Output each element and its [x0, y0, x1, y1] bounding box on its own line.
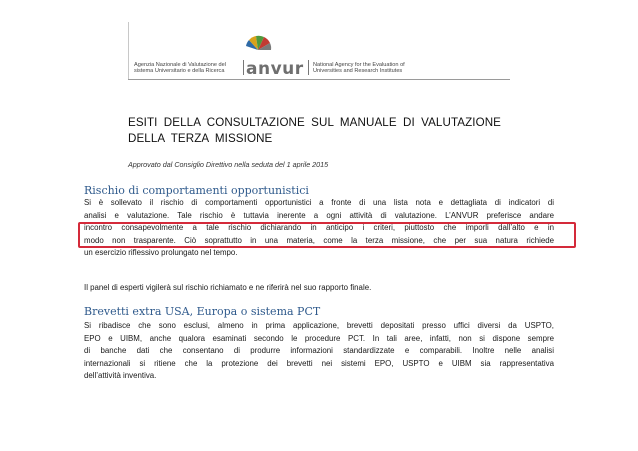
- anvur-header: [128, 22, 510, 88]
- body-line: internazionali si ritiene che la protezione dei brevetti nei sistemi EPO, USPTO e UIBM sia rappresentativa: [84, 358, 554, 368]
- section-heading-patents: Brevetti extra USA, Europa o sistema PCT: [84, 305, 321, 318]
- body-line: Si è sollevato il rischio di comportamenti opportunistici a fronte di una lista nota e dettagliata di indicatori di: [84, 198, 554, 207]
- logo-wordmark: anvur: [246, 59, 304, 79]
- agency-name-english: [313, 62, 443, 75]
- agency-en-line-2: Universities and Research Institutes: [313, 68, 403, 75]
- body-line: EPO e UIBM, anche qualora esaminati secondo le procedure PCT. In tali aree, infatti, non si dispone sempre: [84, 333, 554, 343]
- document-title: [128, 115, 548, 147]
- title-line-2: DELLA TERZA MISSIONE: [128, 132, 273, 145]
- header-divider-left: [243, 60, 244, 75]
- agency-name-italian: [134, 62, 246, 75]
- body-line: analisi e valutazione. Tale rischio è tuttavia inerente a ogni attività di valutazione. L’ANVUR preferisce andare: [84, 210, 554, 220]
- body-line: incontro consapevolmente a tale rischio dichiarando in anticipo i criteri, piuttosto che imporli dall’alto e in: [84, 223, 554, 233]
- body-line: modo non trasparente. Ciò soprattutto in una materia, come la terza missione, che per sua natura richiede: [84, 235, 554, 245]
- body-line: di banche dati che consentano di produrre informazioni standardizzate e comparabili. Inoltre nelle analisi: [84, 346, 554, 356]
- body-line: dell’attività inventiva.: [84, 371, 157, 381]
- highlight-annotation-box: [78, 222, 576, 248]
- agency-it-line-2: sistema Universitario e della Ricerca: [134, 68, 225, 75]
- approval-note: Approvato dal Consiglio Direttivo nella seduta del 1 aprile 2015: [128, 160, 329, 169]
- header-left-rule: [128, 22, 129, 80]
- agency-en-line-1: National Agency for the Evaluation of: [313, 62, 405, 68]
- section-heading-opportunistic: Rischio di comportamenti opportunistici: [84, 184, 309, 197]
- agency-it-line-1: Agenzia Nazionale di Valutazione del: [134, 62, 226, 68]
- section-body-patents: [84, 320, 554, 383]
- body-line: Il panel di esperti vigilerà sul rischio richiamato e ne riferirà nel suo rapporto finale.: [84, 283, 372, 292]
- header-divider-right: [308, 60, 309, 75]
- title-line-1: ESITI DELLA CONSULTAZIONE SUL MANUALE DI VALUTAZIONE: [128, 116, 502, 129]
- body-line: Si ribadisce che sono esclusi, almeno in prima applicazione, brevetti depositati presso uffici diversi da USPTO,: [84, 321, 554, 330]
- header-rule: [128, 79, 510, 80]
- section-extra-note: [84, 282, 554, 295]
- body-line: un esercizio riflessivo prolungato nel tempo.: [84, 248, 238, 258]
- anvur-logo-icon: [244, 32, 314, 60]
